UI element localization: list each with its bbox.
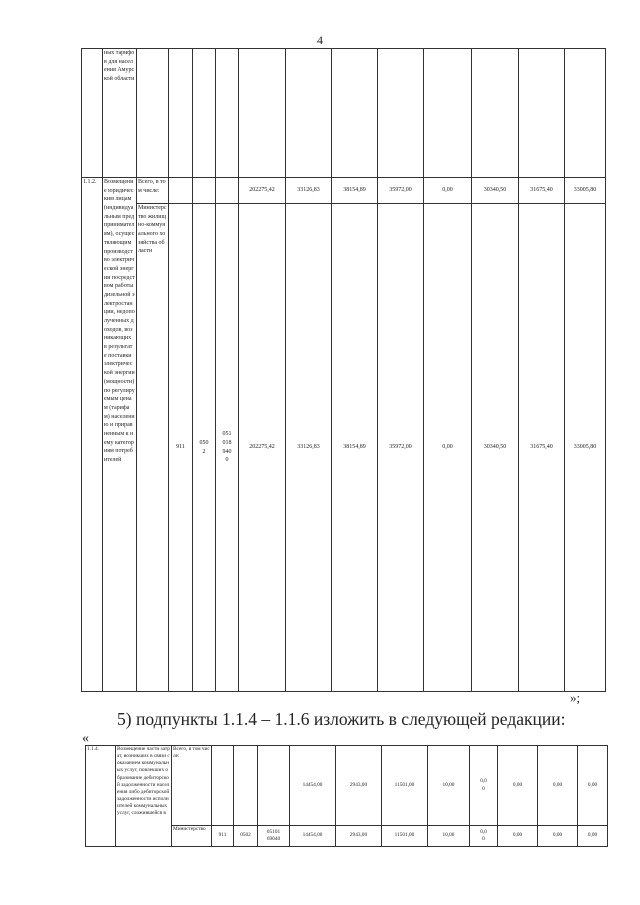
year-value: 30340,50 [472,178,519,204]
program-table-part2 [85,745,608,847]
year-value: 31675,40 [519,204,565,692]
total-value: 14454,00 [290,826,336,847]
year-value: 0,00 [578,826,608,847]
csr-code: 051 018 940 0 [222,431,232,464]
continuation-row [82,49,606,178]
year-value: 30340,50 [472,204,519,692]
year-value: 0,00 [578,746,608,826]
year-value: 33126,83 [286,178,332,204]
year-value: 33005,80 [565,204,606,692]
table-row [82,204,606,692]
grbs-code: 911 [169,204,193,692]
year-value: 2943,00 [336,826,382,847]
year-value: 0,00 [538,826,578,847]
table-row [86,746,608,826]
year-value: 10,00 [428,746,470,826]
year-value: 35972,00 [378,178,424,204]
measure-continuation: ных тарифов для населения Амурской области [103,49,137,178]
year-value: 10,00 [428,826,470,847]
agency-name: Министерство жилищно-коммунального хозяйства области [137,204,169,692]
year-value: 38154,89 [332,204,378,692]
section-heading: 5) подпункты 1.1.4 – 1.1.6 изложить в следующей редакции: [117,709,566,729]
year-value: 0,0 0 [480,828,487,842]
year-value: 2943,00 [336,746,382,826]
year-value: 35972,00 [378,204,424,692]
year-value: 0,00 [498,826,538,847]
total-label: Всего, в том числе: [137,178,169,204]
total-label: Всего, в том числе: [172,746,212,826]
year-value: 11501,00 [382,826,428,847]
measure-description: Возмещение части затрат, возникших в связи с оказанием коммунальных услуг, повлекших образование дебиторской задолженности населения либо дебиторской задолженности исполнителей коммунальных услуг, сложившейся в [116,746,172,847]
page-number: 4 [317,33,323,47]
year-value: 0,00 [424,204,472,692]
table-row [82,178,606,204]
grbs-code: 911 [212,826,234,847]
csr-code: 05101 69040 [266,828,281,842]
year-value: 0,00 [424,178,472,204]
rzpr-code: 050 2 [199,439,209,455]
year-value: 38154,89 [332,178,378,204]
year-value: 0,00 [498,746,538,826]
year-value: 11501,00 [382,746,428,826]
total-value: 202275,42 [239,178,286,204]
opening-quote: « [82,731,89,746]
closing-quote: »; [570,690,581,705]
measure-description: Возмещение юридическим лицам (индивидуальным предпринимателям), осуществляющим производство электрической энергии посредством работы дизельной электростанции, недополученных доходов, возникающих в результате поставки электрической энергии (мощности) по регулируемым ценам (тарифам) населению и приравненным к нему категориям потребителей [103,178,137,692]
program-table-part1 [81,48,606,692]
year-value: 33005,80 [565,178,606,204]
year-value: 31675,40 [519,178,565,204]
year-value: 0,0 0 [480,778,487,792]
year-value: 0,00 [538,746,578,826]
total-value: 202275,42 [239,204,286,692]
year-value: 33126,83 [286,204,332,692]
total-value: 14454,00 [290,746,336,826]
agency-name: Министерство [172,826,212,847]
row-number: 1.1.2. [82,178,103,692]
rzpr-code: 0502 [234,826,258,847]
row-number: 1.1.4. [86,746,116,847]
